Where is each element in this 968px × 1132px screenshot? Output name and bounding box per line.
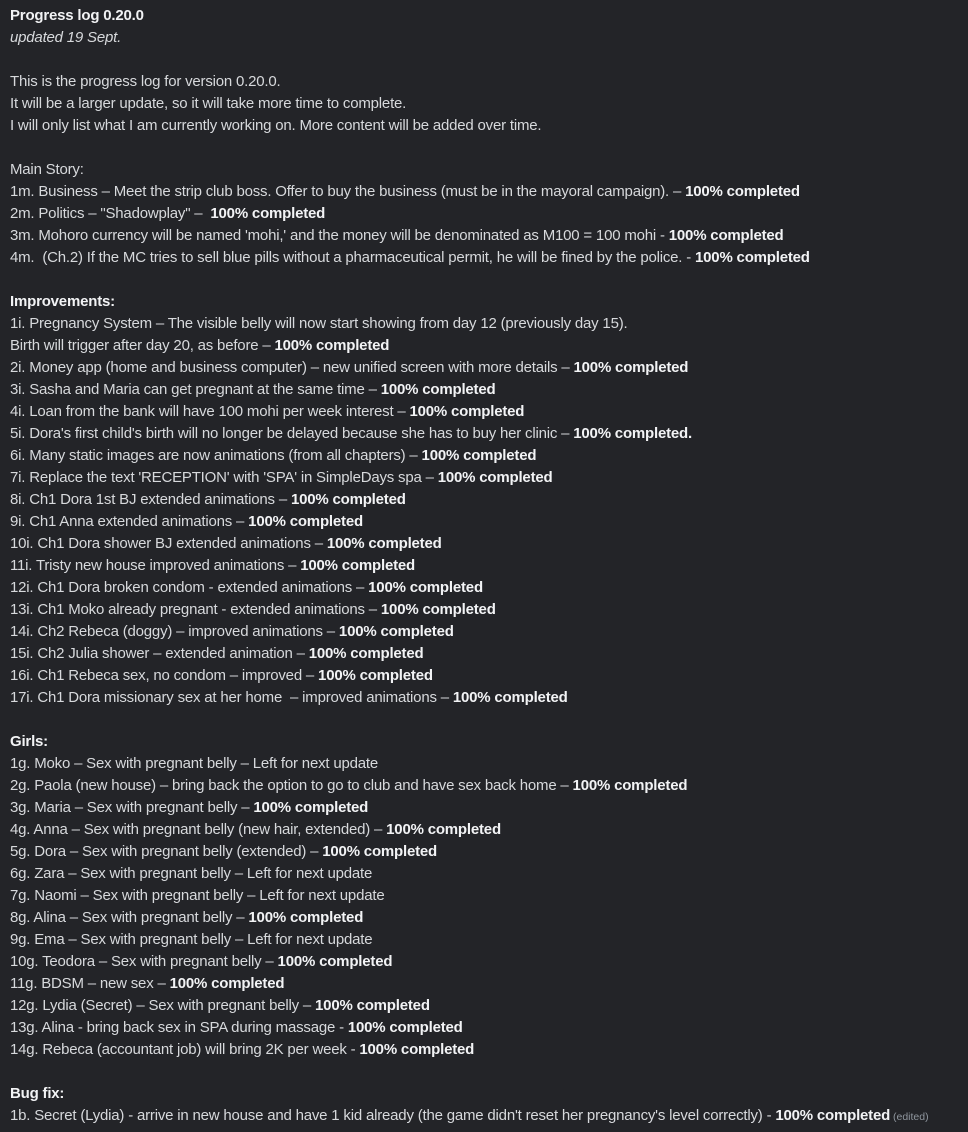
text-segment: 1b. Secret (Lydia) - arrive in new house and have 1 kid already (the game didn't reset her pregnancy's level correctly) - [10,1107,776,1124]
message-line [10,775,960,797]
bold-text: 100% completed [290,491,406,508]
text-segment: 2g. Paola (new house) – bring back the option to go to club and have sex back home – [10,777,573,794]
message-line [10,599,960,621]
text-segment: 2i. Money app (home and business computer) – new unified screen with more details – [10,359,574,376]
message-line [10,335,960,357]
text-segment: 3m. Mohoro currency will be named 'mohi,' and the money will be denominated as M100 = 100 mohi - [10,227,669,244]
message-line [10,93,960,115]
blank-line [10,137,960,159]
bold-text: 100% completed [452,689,568,706]
bold-text: 100% completed. [573,425,692,442]
message-line [10,445,960,467]
bold-text: 100% completed [248,513,363,530]
bold-text: Improvements: [10,293,115,310]
text-segment: 5g. Dora – Sex with pregnant belly (extended) – [10,843,323,860]
bold-text: 100% completed [685,183,800,200]
message-line [10,115,960,137]
text-segment: updated 19 Sept. [10,29,122,46]
message-line [10,687,960,709]
text-segment: 3g. Maria – Sex with pregnant belly – [10,799,254,816]
text-segment: 2m. Politics – "Shadowplay" – [10,205,211,222]
bold-text: 100% completed [315,997,430,1014]
message-line [10,401,960,423]
message-line [10,1017,960,1039]
message-line [10,1105,960,1128]
bold-text: Progress log 0.20.0 [10,7,144,24]
text-segment: 11i. Tristy new house improved animations – [10,557,301,574]
text-segment: 13g. Alina - bring back sex in SPA during massage - [10,1019,348,1036]
bold-text: 100% completed [380,601,496,618]
bold-text: 100% completed [253,799,369,816]
text-segment: 14i. Ch2 Rebeca (doggy) – improved animations – [10,623,339,640]
message-line [10,643,960,665]
text-segment: 9g. Ema – Sex with pregnant belly – Left for next update [10,931,373,948]
blank-line [10,49,960,71]
text-segment: 1m. Business – Meet the strip club boss. Offer to buy the business (must be in the mayoral campaign). – [10,183,686,200]
message-line [10,247,960,269]
blank-line [10,709,960,731]
bold-text: 100% completed [409,403,525,420]
message-line [10,819,960,841]
text-segment: 15i. Ch2 Julia shower – extended animation – [10,645,309,662]
bold-text: 100% completed [277,953,393,970]
message-line [10,291,960,313]
message-line [10,841,960,863]
text-segment: 10i. Ch1 Dora shower BJ extended animations – [10,535,327,552]
bold-text: 100% completed [775,1107,891,1124]
text-segment: 7g. Naomi – Sex with pregnant belly – Left for next update [10,887,385,904]
message-line [10,753,960,775]
message-line [10,885,960,907]
blank-line [10,1061,960,1083]
message-line [10,27,960,49]
text-segment: 9i. Ch1 Anna extended animations – [10,513,249,530]
message-line [10,555,960,577]
message-line [10,5,960,27]
text-segment: 3i. Sasha and Maria can get pregnant at the same time – [10,381,381,398]
bold-text: 100% completed [322,843,438,860]
message-line [10,797,960,819]
text-segment: 4g. Anna – Sex with pregnant belly (new hair, extended) – [10,821,387,838]
message-line [10,929,960,951]
bold-text: 100% completed [695,249,810,266]
edited-tag: (edited) [890,1111,929,1123]
message-line [10,863,960,885]
message-line [10,973,960,995]
bold-text: 100% completed [274,337,390,354]
blank-line [10,269,960,291]
text-segment: 7i. Replace the text 'RECEPTION' with 'SPA' in SimpleDays spa – [10,469,438,486]
bold-text: Girls: [10,733,48,750]
bold-text: 100% completed [338,623,454,640]
text-segment: I will only list what I am currently working on. More content will be added over time. [10,117,542,134]
text-segment: 8g. Alina – Sex with pregnant belly – [10,909,249,926]
message-line [10,313,960,335]
text-segment: 8i. Ch1 Dora 1st BJ extended animations – [10,491,291,508]
message-line [10,731,960,753]
bold-text: 100% completed [169,975,285,992]
message-line [10,995,960,1017]
text-segment: It will be a larger update, so it will take more time to complete. [10,95,407,112]
bold-text: 100% completed [380,381,496,398]
message-line [10,159,960,181]
bold-text: 100% completed [300,557,415,574]
message-line [10,665,960,687]
message-content [10,5,960,1128]
message-line [10,577,960,599]
bold-text: 100% completed [359,1041,475,1058]
message-line [10,71,960,93]
text-segment: 6g. Zara – Sex with pregnant belly – Left for next update [10,865,373,882]
bold-text: 100% completed [572,777,688,794]
text-segment: 14g. Rebeca (accountant job) will bring 2K per week - [10,1041,360,1058]
message-line [10,907,960,929]
bold-text: 100% completed [318,667,433,684]
message-line [10,621,960,643]
text-segment: 4m. (Ch.2) If the MC tries to sell blue pills without a pharmaceutical permit, he will be fined by the police. - [10,249,696,266]
text-segment: 10g. Teodora – Sex with pregnant belly – [10,953,278,970]
message-line [10,511,960,533]
text-segment: 16i. Ch1 Rebeca sex, no condom – improved – [10,667,319,684]
message-line [10,357,960,379]
bold-text: 100% completed [573,359,689,376]
message-line [10,181,960,203]
message-line [10,1039,960,1061]
bold-text: 100% completed [210,205,326,222]
bold-text: 100% completed [668,227,784,244]
message-line [10,423,960,445]
text-segment: This is the progress log for version 0.20.0. [10,73,281,90]
text-segment: 1i. Pregnancy System – The visible belly will now start showing from day 12 (previously day 15). [10,315,628,332]
text-segment: Main Story: [10,161,84,178]
text-segment: 6i. Many static images are now animations (from all chapters) – [10,447,422,464]
text-segment: 12i. Ch1 Dora broken condom - extended animations – [10,579,369,596]
bold-text: 100% completed [308,645,424,662]
bold-text: 100% completed [437,469,553,486]
text-segment: 5i. Dora's first child's birth will no longer be delayed because she has to buy her clinic – [10,425,574,442]
text-segment: 1g. Moko – Sex with pregnant belly – Left for next update [10,755,379,772]
message-line [10,225,960,247]
text-segment: 11g. BDSM – new sex – [10,975,170,992]
bold-text: 100% completed [368,579,483,596]
text-segment: 17i. Ch1 Dora missionary sex at her home – improved animations – [10,689,453,706]
text-segment: 13i. Ch1 Moko already pregnant - extended animations – [10,601,381,618]
message-line [10,533,960,555]
message-line [10,951,960,973]
bold-text: 100% completed [326,535,442,552]
bold-text: 100% completed [421,447,537,464]
bold-text: 100% completed [248,909,364,926]
message-line [10,1083,960,1105]
text-segment: 4i. Loan from the bank will have 100 mohi per week interest – [10,403,410,420]
text-segment: 12g. Lydia (Secret) – Sex with pregnant belly – [10,997,316,1014]
bold-text: 100% completed [386,821,501,838]
text-segment: Birth will trigger after day 20, as before – [10,337,275,354]
message-line [10,489,960,511]
message-line [10,467,960,489]
message-line [10,379,960,401]
bold-text: 100% completed [347,1019,463,1036]
message-line [10,203,960,225]
bold-text: Bug fix: [10,1085,65,1102]
